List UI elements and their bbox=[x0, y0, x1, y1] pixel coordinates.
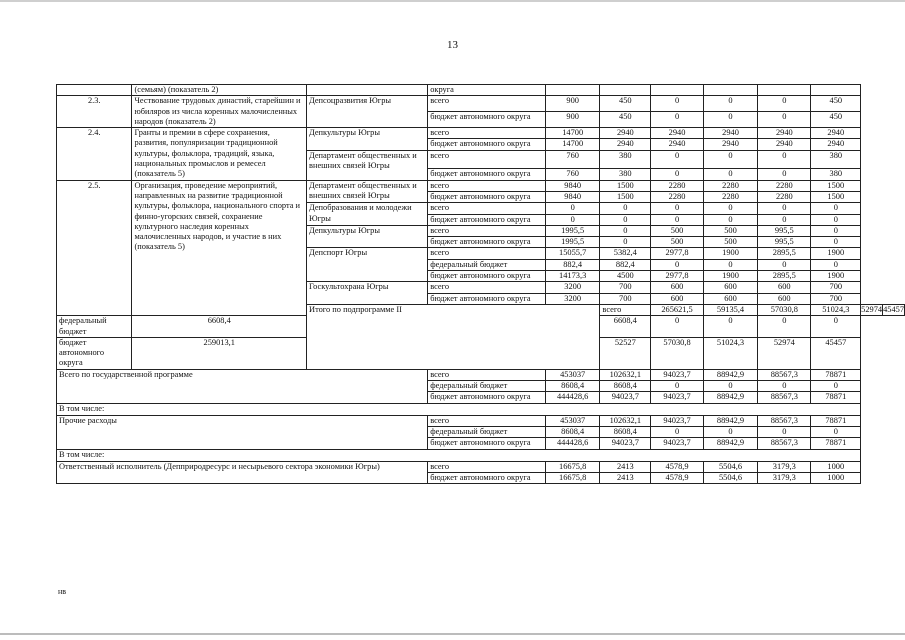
table-cell: 0 bbox=[811, 214, 861, 225]
table-cell: 0 bbox=[703, 203, 757, 214]
table-cell: 600 bbox=[703, 282, 757, 293]
table-cell: 500 bbox=[651, 225, 704, 236]
table-cell: 2940 bbox=[600, 139, 651, 150]
table-cell: 0 bbox=[811, 259, 861, 270]
table-cell: 0 bbox=[651, 426, 704, 437]
table-cell: Депкультуры Югры bbox=[307, 128, 428, 151]
table-cell: бюджет автономного округа bbox=[428, 139, 546, 150]
table-cell: 9840 bbox=[545, 180, 600, 191]
table-cell bbox=[651, 85, 704, 96]
table-cell: 0 bbox=[703, 214, 757, 225]
table-cell: 0 bbox=[703, 259, 757, 270]
table-cell: 94023,7 bbox=[651, 392, 704, 403]
table-cell: 6608,4 bbox=[132, 316, 307, 338]
table-cell: всего bbox=[428, 96, 546, 112]
table-cell: 2977,8 bbox=[651, 248, 704, 259]
table-cell: Ответственный исполнитель (Депприродресурс и несырьевого сектора экономики Югры) bbox=[57, 461, 428, 484]
table-cell: 1000 bbox=[811, 461, 861, 472]
table-row bbox=[57, 180, 905, 191]
table-cell: 760 bbox=[545, 150, 600, 169]
table-cell: федеральный бюджет bbox=[428, 259, 546, 270]
table-cell: 0 bbox=[758, 112, 811, 128]
table-cell: 5382,4 bbox=[600, 248, 651, 259]
table-cell: Всего по государственной программе bbox=[57, 369, 428, 403]
table-cell: всего bbox=[428, 461, 546, 472]
table-cell: 0 bbox=[703, 150, 757, 169]
table-cell: бюджет автономного округа bbox=[428, 112, 546, 128]
table-cell: 8608,4 bbox=[600, 381, 651, 392]
table-cell: 995,5 bbox=[758, 237, 811, 248]
table-cell: бюджет автономного округа bbox=[428, 191, 546, 202]
table-cell: 0 bbox=[811, 237, 861, 248]
table-cell: 88942,9 bbox=[703, 369, 757, 380]
table-cell bbox=[811, 85, 861, 96]
table-cell: всего bbox=[600, 304, 651, 315]
table-cell: 900 bbox=[545, 112, 600, 128]
table-cell: всего bbox=[428, 128, 546, 139]
table-cell: 2.3. bbox=[57, 96, 132, 128]
table-cell: 2895,5 bbox=[758, 271, 811, 282]
table-cell: 0 bbox=[811, 203, 861, 214]
table-cell: 0 bbox=[758, 96, 811, 112]
table-cell: 8608,4 bbox=[545, 381, 600, 392]
table-cell: 600 bbox=[651, 282, 704, 293]
table-cell: 2940 bbox=[811, 139, 861, 150]
table-cell: 88567,3 bbox=[758, 392, 811, 403]
table-cell: бюджет автономного округа bbox=[428, 237, 546, 248]
table-row bbox=[57, 415, 905, 426]
table-cell: 4500 bbox=[600, 271, 651, 282]
table-cell: 4578,9 bbox=[651, 461, 704, 472]
table-cell: 882,4 bbox=[545, 259, 600, 270]
table-cell: 2280 bbox=[651, 191, 704, 202]
table-cell: 2895,5 bbox=[758, 248, 811, 259]
table-cell: 94023,7 bbox=[651, 415, 704, 426]
table-cell: бюджет автономного округа bbox=[428, 169, 546, 180]
table-cell: 78871 bbox=[811, 369, 861, 380]
table-cell: 1995,5 bbox=[545, 225, 600, 236]
table-cell: 4578,9 bbox=[651, 472, 704, 483]
table-cell: 0 bbox=[811, 316, 861, 338]
table-cell: 0 bbox=[600, 203, 651, 214]
table-cell: 0 bbox=[651, 203, 704, 214]
table-cell: 2.5. bbox=[57, 180, 132, 316]
table-cell: всего bbox=[428, 150, 546, 169]
table-cell: 2413 bbox=[600, 472, 651, 483]
table-cell: Депобразования и молодежи Югры bbox=[307, 203, 428, 226]
table-cell: Чествование трудовых династий, старейшин и юбиляров из числа коренных малочисленных народов (показатель 2) bbox=[132, 96, 307, 128]
table-cell bbox=[703, 85, 757, 96]
table-cell: 2280 bbox=[703, 191, 757, 202]
table-cell: 3179,3 bbox=[758, 472, 811, 483]
table-cell: 0 bbox=[811, 381, 861, 392]
table-cell: 102632,1 bbox=[600, 415, 651, 426]
table-cell: 45457 bbox=[811, 337, 861, 369]
table-cell: 2940 bbox=[703, 139, 757, 150]
table-cell: бюджет автономного округа bbox=[428, 392, 546, 403]
table-cell: всего bbox=[428, 248, 546, 259]
table-cell: федеральный бюджет bbox=[57, 316, 132, 338]
table-cell: 995,5 bbox=[758, 225, 811, 236]
page-top-edge bbox=[0, 0, 905, 2]
table-cell: 2940 bbox=[703, 128, 757, 139]
table-cell: 0 bbox=[651, 381, 704, 392]
table-cell: 2940 bbox=[758, 128, 811, 139]
table-cell: 52527 bbox=[600, 337, 651, 369]
table-cell: Госкультохрана Югры bbox=[307, 282, 428, 305]
table-cell: 3200 bbox=[545, 293, 600, 304]
table-cell: 0 bbox=[703, 381, 757, 392]
table-row bbox=[57, 85, 905, 96]
table-cell: 0 bbox=[758, 169, 811, 180]
table-cell: бюджет автономного округа bbox=[428, 438, 546, 449]
table-cell: 444428,6 bbox=[545, 392, 600, 403]
table-cell: округа bbox=[428, 85, 546, 96]
table-cell: 450 bbox=[811, 96, 861, 112]
table-cell: 500 bbox=[703, 225, 757, 236]
table-cell: 1500 bbox=[600, 191, 651, 202]
table-cell: 88942,9 bbox=[703, 438, 757, 449]
page-bottom-edge bbox=[0, 633, 905, 635]
table-cell: 78871 bbox=[811, 438, 861, 449]
table-cell: 2.4. bbox=[57, 128, 132, 180]
table-cell: 78871 bbox=[811, 415, 861, 426]
table-cell: 3200 bbox=[545, 282, 600, 293]
table-cell: 700 bbox=[600, 293, 651, 304]
table-cell: всего bbox=[428, 415, 546, 426]
table-cell: 259013,1 bbox=[132, 337, 307, 369]
table-cell: 0 bbox=[651, 112, 704, 128]
table-cell: Итого по подпрограмме II bbox=[307, 304, 600, 369]
table-cell: 2940 bbox=[651, 139, 704, 150]
table-cell: 0 bbox=[651, 150, 704, 169]
table-cell: бюджет автономного округа bbox=[428, 472, 546, 483]
table-cell: 2940 bbox=[811, 128, 861, 139]
table-cell: бюджет автономного округа bbox=[57, 337, 132, 369]
table-cell: 51024,3 bbox=[811, 304, 861, 315]
table-cell: 0 bbox=[651, 214, 704, 225]
page-number: 13 bbox=[447, 39, 458, 51]
table-cell: В том числе: bbox=[57, 449, 861, 461]
table-cell: 88567,3 bbox=[758, 369, 811, 380]
table-cell: 1995,5 bbox=[545, 237, 600, 248]
table-cell: бюджет автономного округа bbox=[428, 214, 546, 225]
table-cell: 600 bbox=[703, 293, 757, 304]
table-cell: 5504,6 bbox=[703, 472, 757, 483]
table-cell: 2940 bbox=[758, 139, 811, 150]
table-cell: 380 bbox=[811, 169, 861, 180]
table-cell: 2280 bbox=[758, 180, 811, 191]
table-cell: 453037 bbox=[545, 369, 600, 380]
table-cell: 0 bbox=[651, 259, 704, 270]
table-cell: 94023,7 bbox=[651, 438, 704, 449]
table-cell: 1900 bbox=[811, 248, 861, 259]
table-cell: 8608,4 bbox=[600, 426, 651, 437]
table-cell: 2977,8 bbox=[651, 271, 704, 282]
table-cell: 0 bbox=[703, 426, 757, 437]
table-cell: 14700 bbox=[545, 139, 600, 150]
table-cell: 1900 bbox=[703, 248, 757, 259]
table-cell: 2940 bbox=[651, 128, 704, 139]
table-cell: всего bbox=[428, 225, 546, 236]
table-cell: 15055,7 bbox=[545, 248, 600, 259]
table-cell: 59135,4 bbox=[703, 304, 757, 315]
table-cell: 88567,3 bbox=[758, 438, 811, 449]
table-cell: 882,4 bbox=[600, 259, 651, 270]
table-cell: 0 bbox=[758, 316, 811, 338]
table-cell: 1500 bbox=[600, 180, 651, 191]
table-row bbox=[57, 369, 905, 380]
table-cell: 0 bbox=[651, 316, 704, 338]
table-cell: 0 bbox=[758, 203, 811, 214]
table-cell: 16675,8 bbox=[545, 461, 600, 472]
table-cell: 700 bbox=[811, 282, 861, 293]
table-cell: 2280 bbox=[651, 180, 704, 191]
table-cell: 14173,3 bbox=[545, 271, 600, 282]
table-cell: 0 bbox=[703, 316, 757, 338]
table-cell: Департамент общественных и внешних связей Югры bbox=[307, 150, 428, 180]
table-cell: 450 bbox=[811, 112, 861, 128]
table-cell: Департамент общественных и внешних связей Югры bbox=[307, 180, 428, 203]
table-cell: 0 bbox=[545, 203, 600, 214]
table-cell bbox=[758, 85, 811, 96]
table-cell: Организация, проведение мероприятий, направленных на развитие традиционной культуры, фольклора, национального спорта и финно-угорских связей, сохранение культурного наследия коренных малочисленных народов, и участие в них (показатель 5) bbox=[132, 180, 307, 316]
table-cell: 78871 bbox=[811, 392, 861, 403]
table-cell: Гранты и премии в сфере сохранения, развития, популяризации традиционной культуры, фольклора, традиций, языка, национальных промыслов и ремесел (показатель 5) bbox=[132, 128, 307, 180]
table-cell: 0 bbox=[651, 96, 704, 112]
table-cell: 0 bbox=[703, 96, 757, 112]
table-body bbox=[57, 85, 905, 484]
table-cell: бюджет автономного округа bbox=[428, 271, 546, 282]
table-cell: федеральный бюджет bbox=[428, 381, 546, 392]
table-row bbox=[57, 403, 905, 415]
table-cell: 102632,1 bbox=[600, 369, 651, 380]
table-cell: 45457 bbox=[883, 304, 904, 314]
table-cell: 450 bbox=[600, 112, 651, 128]
table-cell bbox=[307, 85, 428, 96]
table-cell: 453037 bbox=[545, 415, 600, 426]
table-cell: 0 bbox=[651, 169, 704, 180]
table-cell: 94023,7 bbox=[651, 369, 704, 380]
table-cell: 380 bbox=[600, 169, 651, 180]
table-cell: Депкультуры Югры bbox=[307, 225, 428, 248]
table-cell: 380 bbox=[811, 150, 861, 169]
table-cell: Депспорт Югры bbox=[307, 248, 428, 282]
table-cell: 88942,9 bbox=[703, 392, 757, 403]
table-cell: 265621,5 bbox=[651, 304, 704, 315]
table-cell: 600 bbox=[758, 293, 811, 304]
table-cell: 94023,7 bbox=[600, 392, 651, 403]
table-cell: 500 bbox=[651, 237, 704, 248]
table-cell bbox=[545, 85, 600, 96]
footer-mark: нв bbox=[58, 587, 67, 596]
table-row bbox=[57, 461, 905, 472]
table-cell: 57030,8 bbox=[758, 304, 811, 315]
table-cell: 0 bbox=[545, 214, 600, 225]
table-cell: бюджет автономного округа bbox=[428, 293, 546, 304]
table-cell: 5504,6 bbox=[703, 461, 757, 472]
table-cell: 1900 bbox=[811, 271, 861, 282]
table-cell: 0 bbox=[600, 225, 651, 236]
table-cell: 450 bbox=[600, 96, 651, 112]
table-cell bbox=[600, 85, 651, 96]
table-cell: В том числе: bbox=[57, 403, 861, 415]
table-cell: 52974 bbox=[758, 337, 811, 369]
table-row bbox=[57, 128, 905, 139]
table-cell: 600 bbox=[758, 282, 811, 293]
table-cell: 88942,9 bbox=[703, 415, 757, 426]
table-cell: 2413 bbox=[600, 461, 651, 472]
table-cell: всего bbox=[428, 282, 546, 293]
table-cell: 0 bbox=[600, 214, 651, 225]
table-cell: 0 bbox=[703, 169, 757, 180]
table-cell: 700 bbox=[811, 293, 861, 304]
table-cell: 57030,8 bbox=[651, 337, 704, 369]
table-cell: 500 bbox=[703, 237, 757, 248]
table-cell: 9840 bbox=[545, 191, 600, 202]
table-cell: 1900 bbox=[703, 271, 757, 282]
table-cell: 0 bbox=[758, 259, 811, 270]
table-cell: 1500 bbox=[811, 191, 861, 202]
table-cell: 1500 bbox=[811, 180, 861, 191]
table-cell bbox=[57, 85, 132, 96]
table-cell: 6608,4 bbox=[600, 316, 651, 338]
table-cell: 3179,3 bbox=[758, 461, 811, 472]
table-row bbox=[57, 449, 905, 461]
budget-table bbox=[56, 84, 905, 484]
table-cell: 8608,4 bbox=[545, 426, 600, 437]
table-cell: 88567,3 bbox=[758, 415, 811, 426]
table-cell: 0 bbox=[703, 112, 757, 128]
table-cell: 0 bbox=[758, 214, 811, 225]
table-cell: Прочие расходы bbox=[57, 415, 428, 449]
table-cell: 760 bbox=[545, 169, 600, 180]
table-cell: (семьям) (показатель 2) bbox=[132, 85, 307, 96]
table-cell: 94023,7 bbox=[600, 438, 651, 449]
table-cell: 1000 bbox=[811, 472, 861, 483]
table-cell: 700 bbox=[600, 282, 651, 293]
table-cell: всего bbox=[428, 203, 546, 214]
table-cell: Депсоцразвития Югры bbox=[307, 96, 428, 128]
table-cell: 600 bbox=[651, 293, 704, 304]
table-cell: федеральный бюджет bbox=[428, 426, 546, 437]
table-cell: всего bbox=[428, 180, 546, 191]
table-cell: 0 bbox=[600, 237, 651, 248]
table-cell: 52974 bbox=[861, 304, 883, 314]
table-cell: 0 bbox=[758, 381, 811, 392]
table-row bbox=[57, 96, 905, 112]
table-cell: 380 bbox=[600, 150, 651, 169]
table-cell: 2940 bbox=[600, 128, 651, 139]
table-cell: 0 bbox=[758, 150, 811, 169]
table-cell: всего bbox=[428, 369, 546, 380]
table-cell: 2280 bbox=[758, 191, 811, 202]
table-cell: 444428,6 bbox=[545, 438, 600, 449]
table-cell: 2280 bbox=[703, 180, 757, 191]
table-cell: 0 bbox=[811, 225, 861, 236]
table-cell: 16675,8 bbox=[545, 472, 600, 483]
table-cell: 900 bbox=[545, 96, 600, 112]
table-cell: 51024,3 bbox=[703, 337, 757, 369]
table-cell: 14700 bbox=[545, 128, 600, 139]
table-cell: 0 bbox=[758, 426, 811, 437]
table-cell: 0 bbox=[811, 426, 861, 437]
